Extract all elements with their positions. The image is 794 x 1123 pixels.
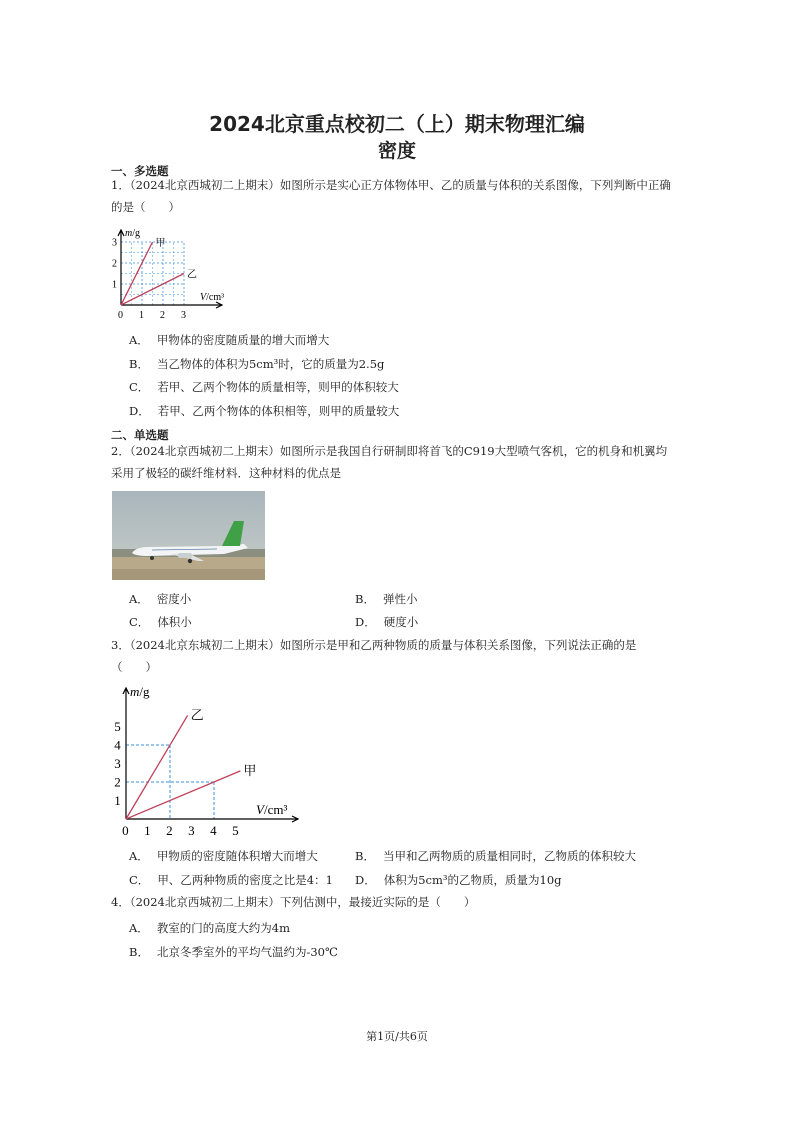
y-tick-label: 5 <box>114 719 121 735</box>
option-label: B． <box>355 849 375 863</box>
q3-option-b[interactable] <box>355 848 636 864</box>
y-tick-label: 1 <box>114 793 121 809</box>
option-text: 当乙物体的体积为5cm³时，它的质量为2.5g <box>156 357 385 371</box>
option-text: 甲、乙两种物质的密度之比是4：1 <box>157 873 333 887</box>
option-label: A． <box>129 592 149 606</box>
option-label: B． <box>129 357 149 371</box>
series-label: 甲 <box>155 238 166 249</box>
q3-option-a[interactable] <box>129 848 318 864</box>
option-label: A． <box>129 333 149 347</box>
series-label: 甲 <box>243 762 257 778</box>
series-line <box>126 771 240 819</box>
question-3-text: 3．（2024北京东城初二上期末）如图所示是甲和乙两种物质的质量与体积关系图像，下列说法正确的是（ ） <box>111 638 637 674</box>
series-label: 乙 <box>190 707 204 723</box>
y-tick-label: 3 <box>112 237 117 249</box>
option-text: 若甲、乙两个物体的质量相等，则甲的体积较大 <box>157 380 399 394</box>
x-tick-label: 1 <box>139 310 144 321</box>
option-text: 甲物质的密度随体积增大而增大 <box>156 849 318 863</box>
q1-option-a[interactable] <box>129 332 329 348</box>
y-tick-label: 2 <box>112 258 117 270</box>
page-title: 2024北京重点校初二（上）期末物理汇编 <box>209 112 585 136</box>
option-text: 当甲和乙两物质的质量相同时，乙物质的体积较大 <box>382 849 636 863</box>
question-2-text: 2．（2024北京西城初二上期末）如图所示是我国自行研制即将首飞的C919大型喷气客机，它的机身和机翼均采用了极轻的碳纤维材料．这种材料的优点是 <box>111 444 668 480</box>
section-multi-choice: 一、多选题 <box>111 164 169 178</box>
option-text: 若甲、乙两个物体的体积相等，则甲的质量较大 <box>157 404 400 418</box>
x-axis-label: V/cm³ <box>200 292 225 303</box>
x-axis-label: V/cm³ <box>256 802 288 817</box>
x-tick-label: 1 <box>144 823 151 838</box>
q3-option-d[interactable] <box>355 872 562 888</box>
x-tick-label: 3 <box>181 310 186 321</box>
chart-2 <box>106 683 306 838</box>
option-label: D． <box>355 873 376 887</box>
x-tick-label: 5 <box>232 823 239 838</box>
page-footer: 第1页/共6页 <box>366 1030 428 1043</box>
option-text: 教室的门的高度大约为4m <box>156 921 291 935</box>
y-tick-label: 3 <box>114 756 121 772</box>
option-text: 北京冬季室外的平均气温约为-30℃ <box>156 945 338 959</box>
question-1-text: 1．（2024北京西城初二上期末）如图所示是实心正方体物体甲、乙的质量与体积的关系图像，下列判断中正确的是（ ） <box>111 178 671 214</box>
option-text: 体积小 <box>157 615 192 629</box>
option-text: 密度小 <box>156 592 192 606</box>
option-label: C． <box>129 873 150 887</box>
option-label: B． <box>355 592 375 606</box>
option-text: 弹性小 <box>382 592 418 606</box>
option-label: B． <box>129 945 149 959</box>
c919-aircraft-photo <box>112 491 265 580</box>
option-text: 硬度小 <box>383 615 419 629</box>
x-tick-label: 2 <box>166 823 173 838</box>
q2-option-d[interactable] <box>355 614 418 630</box>
chart-1 <box>106 225 238 325</box>
option-label: A． <box>129 921 149 935</box>
section-single-choice: 二、单选题 <box>111 428 169 442</box>
option-label: C． <box>129 380 150 394</box>
option-label: C． <box>129 615 150 629</box>
x-tick-label: 0 <box>122 823 129 838</box>
option-text: 甲物体的密度随质量的增大而增大 <box>156 333 330 347</box>
q1-option-c[interactable] <box>129 379 399 395</box>
x-tick-label: 4 <box>210 823 217 838</box>
y-tick-label: 4 <box>114 737 121 753</box>
q2-option-a[interactable] <box>129 591 191 607</box>
y-tick-label: 1 <box>112 279 117 291</box>
y-axis-label: m/g <box>130 683 150 699</box>
q2-option-c[interactable] <box>129 614 192 630</box>
q1-option-d[interactable] <box>129 403 399 419</box>
series-line <box>126 715 188 819</box>
x-tick-label: 0 <box>118 310 123 321</box>
y-tick-label: 2 <box>114 774 121 790</box>
option-label: D． <box>129 404 150 418</box>
page-subtitle: 密度 <box>377 140 416 162</box>
option-label: D． <box>355 615 376 629</box>
option-label: A． <box>129 849 149 863</box>
x-tick-label: 2 <box>160 310 165 321</box>
q3-option-c[interactable] <box>129 872 333 888</box>
x-tick-label: 3 <box>188 823 195 838</box>
q2-option-b[interactable] <box>355 591 417 607</box>
series-label: 乙 <box>187 269 197 281</box>
q1-option-b[interactable] <box>129 356 384 372</box>
question-4-text: 4．（2024北京西城初二上期末）下列估测中，最接近实际的是（ ） <box>111 895 476 909</box>
q4-option-b[interactable] <box>129 944 338 960</box>
q4-option-a[interactable] <box>129 920 290 936</box>
option-text: 体积为5cm³的乙物质，质量为10g <box>383 873 562 887</box>
y-axis-label: m/g <box>125 228 141 239</box>
